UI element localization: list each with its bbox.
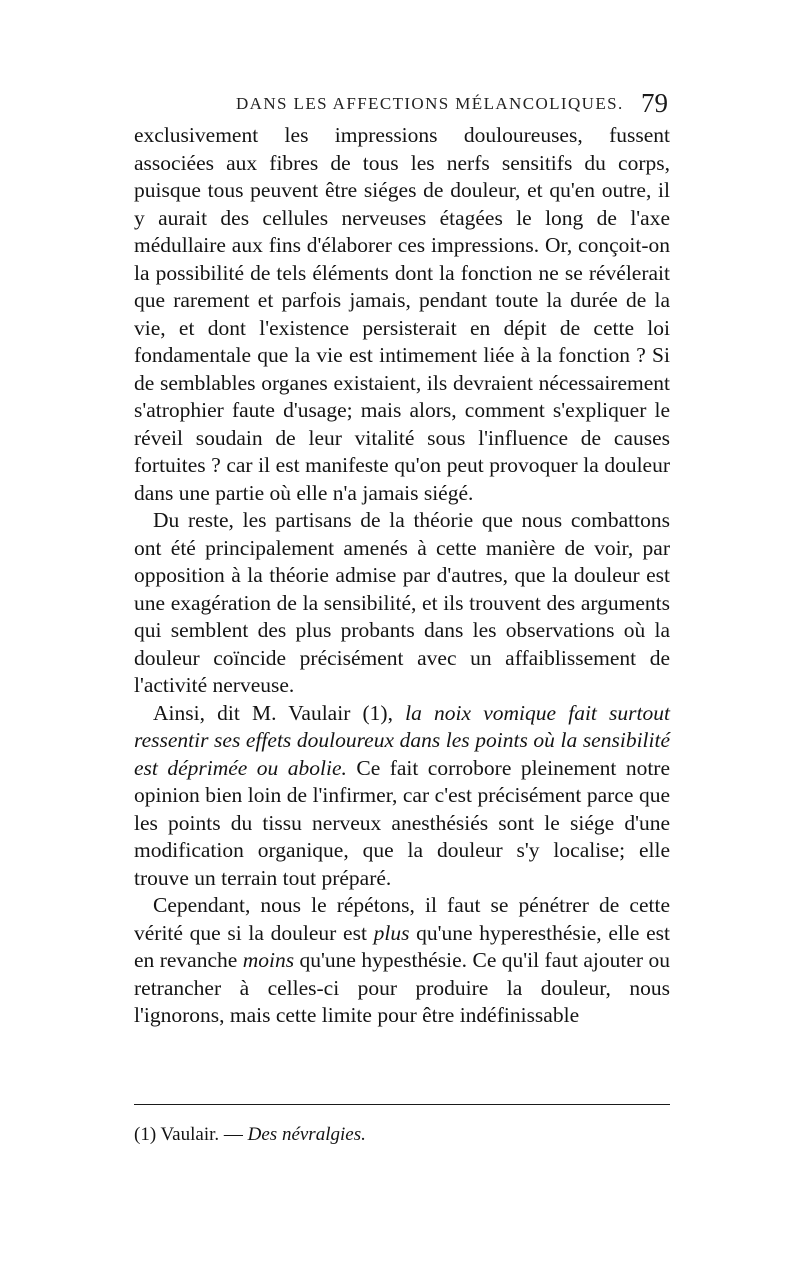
paragraph-3-lead: Ainsi, dit M. Vaulair (1),	[153, 700, 406, 725]
footnote-marker: (1) Vaulair. —	[134, 1124, 248, 1145]
footnote-title: Des névralgies.	[247, 1124, 366, 1145]
footnote-rule	[134, 1104, 670, 1105]
body-text	[134, 122, 670, 1030]
page-number: 79	[641, 88, 668, 118]
running-title: DANS LES AFFECTIONS MÉLANCOLIQUES.	[236, 94, 624, 113]
paragraph-4-plus: plus	[373, 920, 410, 945]
running-header	[138, 88, 668, 118]
paragraph-4	[134, 892, 670, 1030]
paragraph-3-quote: la noix vomique fait surtout ressentir ses effets douloureux dans les points où la sensibilité est déprimée ou abolie.	[134, 700, 670, 780]
paragraph-4-e: qu'une hypesthésie. Ce qu'il faut ajouter ou retrancher à celles-ci pour produire la douleur, nous l'ignorons, mais cette limite pour être indéfinissable	[134, 948, 671, 1027]
paragraph-4-moins: moins	[242, 948, 295, 972]
footnote	[134, 1123, 670, 1147]
paragraph-1: exclusivement les impressions douloureuses, fussent associées aux fibres de tous les nerfs sensitifs du corps, puisque tous peuvent être siéges de douleur, et qu'en outre, il y aurait des cellules nerveuses étagées le long de l'axe médullaire aux fins d'élaborer ces impressions. Or, conçoit-on la possibilité de tels éléments dont la fonction ne se révélerait que rarement et parfois jamais, pendant toute la durée de la vie, et dont l'existence persisterait en dépit de cette loi fondamentale que la vie est intimement liée à la fonction ? Si de semblables organes existaient, ils devraient nécessairement s'atrophier faute d'usage; mais alors, comment s'expliquer le réveil soudain de leur vitalité sous l'influence de causes fortuites ? car il est manifeste qu'on peut provoquer la douleur dans une partie où elle n'a jamais siégé.	[134, 123, 670, 505]
paragraph-4-c: qu'une hyperesthésie, elle est en revanche	[134, 920, 670, 972]
paragraph-4-a: Cependant, nous le répétons, il faut se pénétrer de cette vérité que si la douleur est	[134, 893, 670, 945]
paragraph-3-rest: Ce fait corrobore pleinement notre opinion bien loin de l'infirmer, car c'est précisément parce que les points du tissu nerveux anesthésiés sont le siége d'une modification organique, que la douleur s'y localise; elle trouve un terrain tout préparé.	[134, 755, 670, 890]
paragraph-3	[134, 700, 670, 893]
paragraph-2: Du reste, les partisans de la théorie que nous combattons ont été principalement amenés à cette manière de voir, par opposition à la théorie admise par d'autres, que la douleur est une exagération de la sensibilité, et ils trouvent des arguments qui semblent des plus probants dans les observations où la douleur coïncide précisément avec un affaiblissement de l'activité nerveuse.	[134, 508, 670, 697]
